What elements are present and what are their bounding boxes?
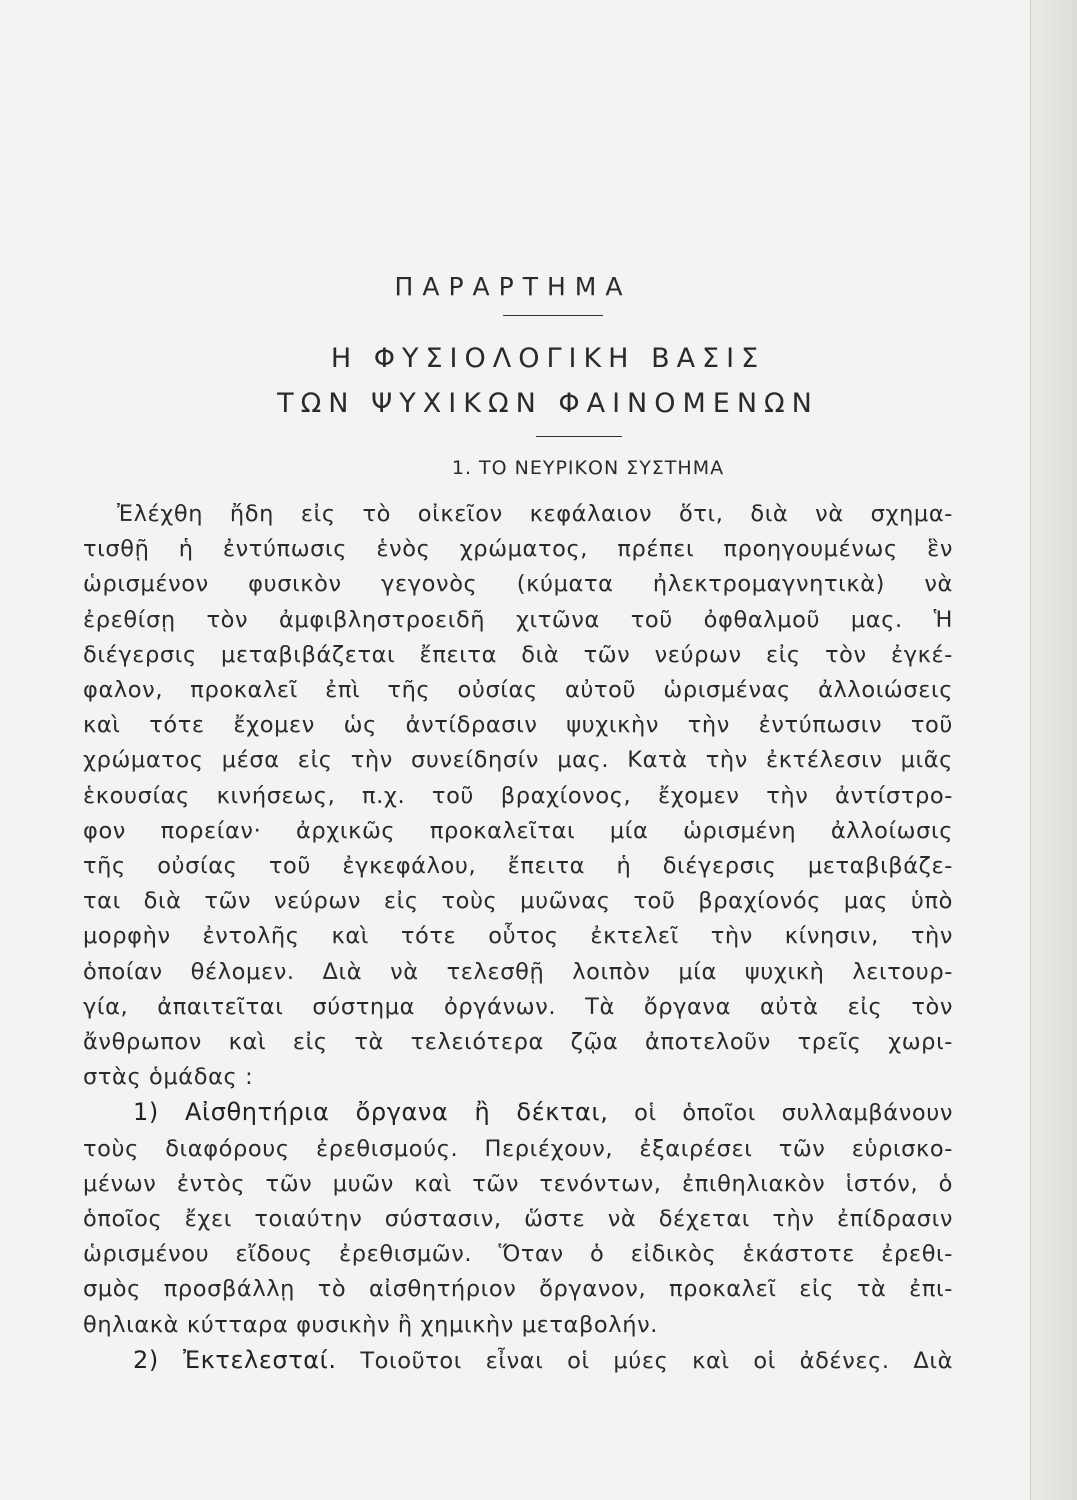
- item-2-text: Τοιοῦτοι εἶναι οἱ μύες καὶ οἱ ἀδένες. Διὰ: [336, 1347, 954, 1374]
- text-line: τοὺς διαφόρους ἐρεθισμούς. Περιέχουν, ἐξαιρέσει τῶν εὑρισκο-: [83, 1135, 953, 1162]
- text-line: ἐρεθίσῃ τὸν ἀμφιβληστροειδῆ χιτῶνα τοῦ ὀφθαλμοῦ μας. Ἡ: [83, 606, 953, 633]
- text-line: ὡρισμένου εἴδους ἐρεθισμῶν. Ὅταν ὁ εἰδικὸς ἑκάστοτε ἐρεθι-: [83, 1241, 953, 1268]
- text-line: διέγερσις μεταβιβάζεται ἔπειτα διὰ τῶν νεύρων εἰς τὸν ἐγκέ-: [83, 641, 953, 668]
- body-text: [83, 497, 953, 1379]
- text-line: ὁποῖος ἔχει τοιαύτην σύστασιν, ὥστε νὰ δέχεται τὴν ἐπίδρασιν: [83, 1206, 953, 1233]
- text-line: [83, 1343, 953, 1379]
- text-line: [83, 1095, 953, 1131]
- text-line: ἑκουσίας κινήσεως, π.χ. τοῦ βραχίονος, ἔχομεν τὴν ἀντίστρο-: [83, 782, 953, 809]
- chapter-title-line2: ΤΩΝ ΨΥΧΙΚΩΝ ΦΑΙΝΟΜΕΝΩΝ: [277, 388, 819, 419]
- text-line: ὡρισμένον φυσικὸν γεγονὸς (κύματα ἠλεκτρομαγνητικὰ) νὰ: [83, 571, 953, 598]
- text-line: γία, ἀπαιτεῖται σύστημα ὀργάνων. Τὰ ὄργανα αὐτὰ εἰς τὸν: [83, 993, 953, 1020]
- title-rule-top: [503, 315, 603, 316]
- item-1-lead: 1) Αἰσθητήρια ὄργανα ἢ δέκται,: [133, 1098, 609, 1127]
- text-line: τῆς οὐσίας τοῦ ἐγκεφάλου, ἔπειτα ἡ διέγερσις μεταβιβάζε-: [83, 853, 953, 880]
- item-1: [83, 1095, 953, 1342]
- text-line: μορφὴν ἐντολῆς καὶ τότε οὗτος ἐκτελεῖ τὴν κίνησιν, τὴν: [83, 923, 953, 950]
- paragraph-1-last-line: [83, 1060, 953, 1095]
- text-line: φον πορείαν· ἀρχικῶς προκαλεῖται μία ὡρισμένη ἀλλοίωσις: [83, 817, 953, 844]
- text-line: τισθῇ ἡ ἐντύπωσις ἑνὸς χρώματος, πρέπει προηγουμένως ἓν: [83, 536, 953, 563]
- item-2: [83, 1343, 953, 1379]
- text-line: ἄνθρωπον καὶ εἰς τὰ τελειότερα ζῷα ἀποτελοῦν τρεῖς χωρι-: [83, 1029, 953, 1056]
- text-line: Ἐλέχθη ἤδη εἰς τὸ οἰκεῖον κεφάλαιον ὅτι, διὰ νὰ σχημα-: [117, 501, 953, 527]
- text-line: ται διὰ τῶν νεύρων εἰς τοὺς μυῶνας τοῦ βραχίονός μας ὑπὸ: [83, 888, 953, 915]
- section-title: 1. ΤΟ ΝΕΥΡΙΚΟΝ ΣΥΣΤΗΜΑ: [451, 457, 725, 479]
- page-edge: [1030, 0, 1077, 1500]
- item-2-lead: 2) Ἐκτελεσταί.: [133, 1345, 337, 1374]
- text-line: ὁποίαν θέλομεν. Διὰ νὰ τελεσθῇ λοιπὸν μία ψυχικὴ λειτουρ-: [83, 958, 953, 985]
- chapter-title-line1: Η ΦΥΣΙΟΛΟΓΙΚΗ ΒΑΣΙΣ: [330, 343, 766, 374]
- text-line: φαλον, προκαλεῖ ἐπὶ τῆς οὐσίας αὐτοῦ ὡρισμένας ἀλλοιώσεις: [83, 677, 953, 704]
- item-1-last-line: θηλιακὰ κύτταρα φυσικὴν ἢ χημικὴν μεταβολήν.: [83, 1311, 658, 1338]
- text-line: στὰς ὁμάδας :: [83, 1064, 254, 1091]
- page-content: [83, 272, 953, 1379]
- text-line: σμὸς προσβάλλῃ τὸ αἰσθητήριον ὄργανον, προκαλεῖ εἰς τὰ ἐπι-: [83, 1276, 953, 1303]
- item-1-first-line: οἱ ὁποῖοι συλλαμβάνουν: [608, 1100, 954, 1127]
- title-rule-bottom: [536, 436, 622, 437]
- text-line: μένων ἐντὸς τῶν μυῶν καὶ τῶν τενόντων, ἐπιθηλιακὸν ἱστόν, ὁ: [83, 1170, 953, 1197]
- appendix-title: ΠΑΡΑΡΤΗΜΑ: [394, 272, 632, 301]
- paragraph-1: [83, 497, 953, 1060]
- item-1-lines: [83, 1132, 953, 1308]
- text-line: χρώματος μέσα εἰς τὴν συνείδησίν μας. Κατὰ τὴν ἐκτέλεσιν μιᾶς: [83, 747, 953, 774]
- text-line: καὶ τότε ἔχομεν ὡς ἀντίδρασιν ψυχικὴν τὴν ἐντύπωσιν τοῦ: [83, 712, 953, 739]
- chapter-title: [83, 336, 953, 426]
